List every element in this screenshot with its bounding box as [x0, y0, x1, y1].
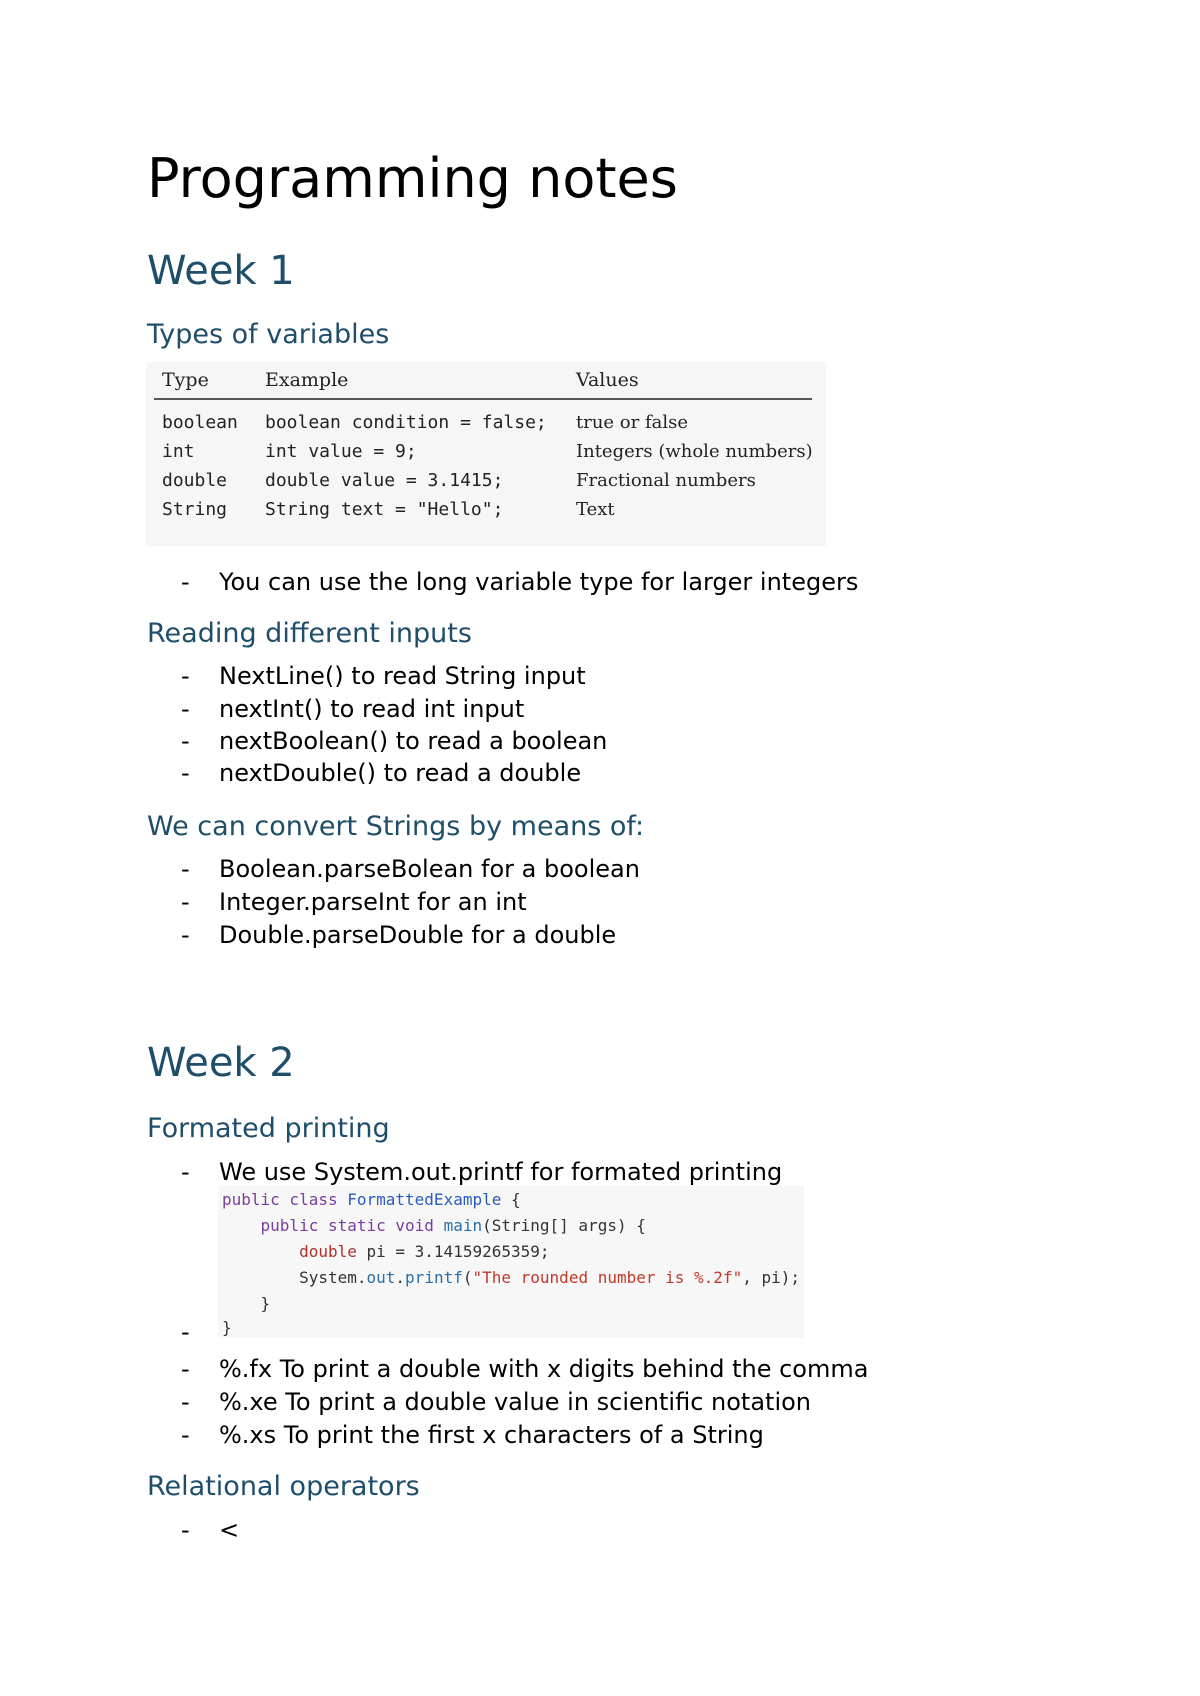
table-cell: String text = "Hello"; — [265, 499, 504, 520]
code-line: public class FormattedExample { — [222, 1190, 521, 1209]
table-header-values: Values — [576, 369, 639, 391]
table-cell: Fractional numbers — [576, 470, 756, 491]
list-item: - nextInt() to read int input — [181, 695, 525, 723]
list-item: - — [181, 1318, 190, 1346]
list-item: - %.fx To print a double with x digits behind the comma — [181, 1355, 869, 1383]
table-cell: boolean — [162, 412, 238, 433]
list-item: - %.xe To print a double value in scientific notation — [181, 1388, 812, 1416]
list-item: - %.xs To print the first x characters of a String — [181, 1421, 764, 1449]
table-cell: true or false — [576, 412, 689, 433]
table-cell: String — [162, 499, 228, 520]
variable-types-table — [146, 362, 826, 546]
table-header-type: Type — [162, 369, 209, 391]
list-item: - Boolean.parseBolean for a boolean — [181, 855, 640, 883]
types-heading: Types of variables — [147, 319, 390, 350]
code-line: double pi = 3.14159265359; — [299, 1242, 550, 1261]
week2-heading: Week 2 — [147, 1040, 295, 1086]
table-cell: Text — [576, 499, 615, 520]
table-cell: boolean condition = false; — [265, 412, 547, 433]
list-item: - nextDouble() to read a double — [181, 759, 582, 787]
table-cell: double — [162, 470, 228, 491]
table-cell: int — [162, 441, 195, 462]
table-header-example: Example — [265, 369, 349, 391]
table-cell: Integers (whole numbers) — [576, 441, 813, 462]
convert-heading: We can convert Strings by means of: — [147, 811, 645, 842]
code-line: public static void main(String[] args) { — [260, 1216, 646, 1235]
reading-heading: Reading different inputs — [147, 618, 472, 649]
code-line: System.out.printf("The rounded number is %.2f", pi); — [222, 1268, 800, 1287]
relational-heading: Relational operators — [147, 1471, 420, 1502]
code-line: } — [222, 1294, 271, 1313]
list-item: - Double.parseDouble for a double — [181, 921, 617, 949]
table-cell: double value = 3.1415; — [265, 470, 504, 491]
code-line: } — [222, 1318, 232, 1337]
list-item: - < — [181, 1516, 240, 1544]
format-heading: Formated printing — [147, 1113, 390, 1144]
list-item: - You can use the long variable type for larger integers — [181, 568, 859, 596]
week1-heading: Week 1 — [147, 248, 295, 294]
list-item: - We use System.out.printf for formated printing — [181, 1158, 783, 1186]
list-item: - nextBoolean() to read a boolean — [181, 727, 608, 755]
table-cell: int value = 9; — [265, 441, 417, 462]
table-header-rule — [154, 398, 812, 400]
list-item: - Integer.parseInt for an int — [181, 888, 527, 916]
code-example — [218, 1186, 804, 1338]
page-title: Programming notes — [147, 147, 678, 210]
list-item: - NextLine() to read String input — [181, 662, 586, 690]
